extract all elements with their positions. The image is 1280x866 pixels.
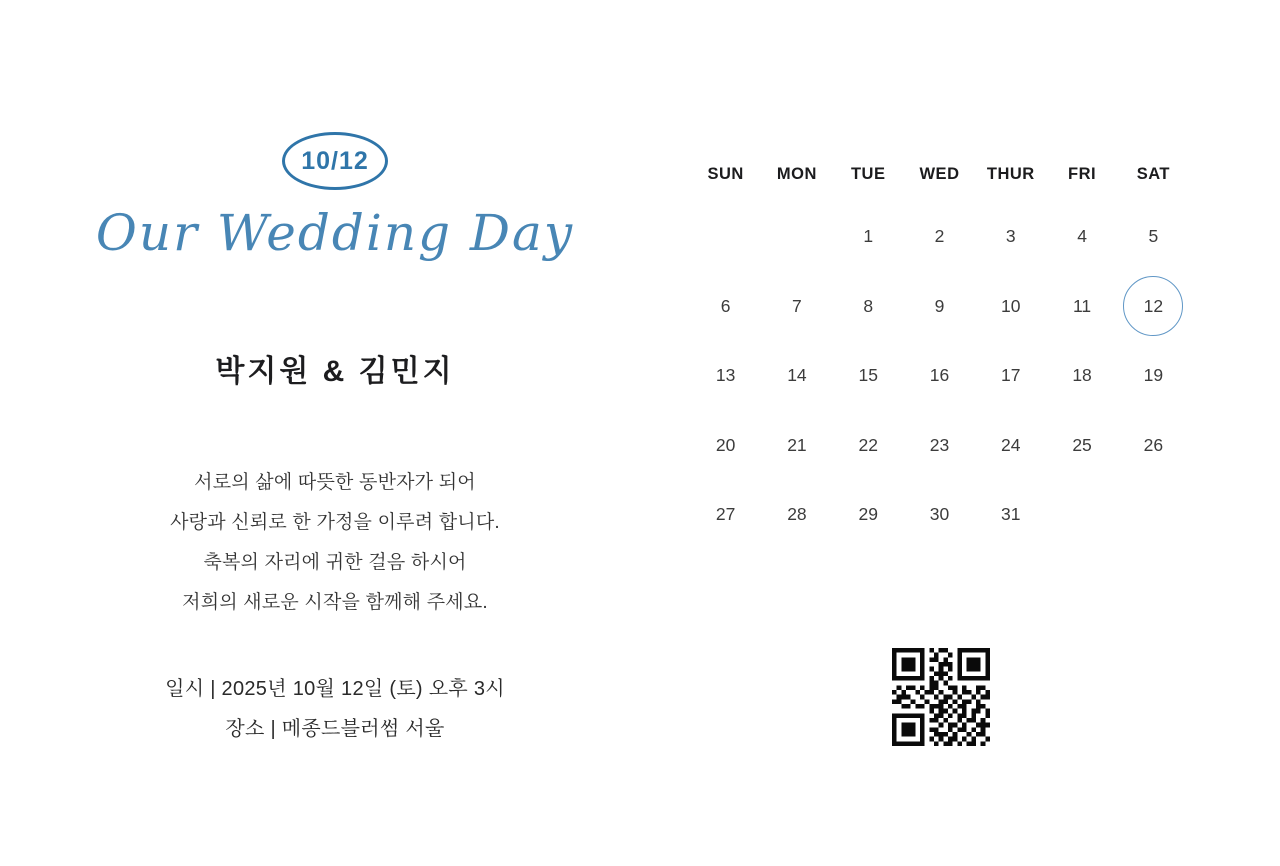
calendar-day xyxy=(1046,341,1117,411)
day-number: 26 xyxy=(1143,434,1164,455)
calendar-day xyxy=(975,202,1046,272)
calendar-day xyxy=(904,272,975,342)
day-number: 24 xyxy=(1001,434,1021,455)
day-number: 5 xyxy=(1148,226,1159,247)
calendar-october xyxy=(690,147,1189,550)
weekday-header: SUN xyxy=(707,165,744,183)
day-number: 11 xyxy=(1072,295,1092,316)
calendar-day xyxy=(1118,202,1189,272)
day-number: 7 xyxy=(792,295,802,316)
highlighted-wedding-day: 12 xyxy=(1123,276,1183,336)
calendar-day xyxy=(1118,272,1189,342)
day-number: 14 xyxy=(787,365,807,386)
calendar-day xyxy=(690,272,761,342)
calendar-day xyxy=(1046,202,1117,272)
calendar-day xyxy=(761,341,832,411)
calendar-day xyxy=(975,341,1046,411)
day-number: 22 xyxy=(858,434,878,455)
weekday-header: THUR xyxy=(986,165,1035,183)
day-number: 23 xyxy=(929,434,950,455)
weekday-header: SAT xyxy=(1136,165,1170,183)
calendar-day xyxy=(975,411,1046,481)
calendar-day xyxy=(1046,272,1117,342)
calendar-day xyxy=(833,480,904,550)
day-number: 31 xyxy=(1001,504,1021,525)
calendar-day xyxy=(1046,411,1117,481)
calendar-day xyxy=(761,411,832,481)
calendar-day xyxy=(904,480,975,550)
page-title: Our Wedding Day xyxy=(95,204,575,262)
qr-code xyxy=(892,648,990,746)
calendar-day xyxy=(761,480,832,550)
weekday-header: MON xyxy=(776,165,817,183)
day-number: 21 xyxy=(787,434,807,455)
message-line: 사랑과 신뢰로 한 가정을 이루려 합니다. xyxy=(170,512,500,533)
calendar-empty-cell xyxy=(690,202,761,272)
calendar-empty-cell xyxy=(1046,480,1117,550)
calendar-day xyxy=(904,411,975,481)
weekday-header: TUE xyxy=(850,165,886,183)
day-number: 10 xyxy=(1001,295,1021,316)
calendar-day xyxy=(833,202,904,272)
calendar-day xyxy=(1118,341,1189,411)
day-number: 17 xyxy=(1001,365,1021,386)
day-number: 15 xyxy=(858,365,878,386)
calendar-day xyxy=(833,411,904,481)
event-details xyxy=(0,669,670,749)
day-number: 19 xyxy=(1143,365,1164,386)
calendar-day xyxy=(690,341,761,411)
calendar-empty-cell xyxy=(761,202,832,272)
day-number: 8 xyxy=(863,295,874,316)
day-number: 20 xyxy=(715,434,736,455)
date-badge-oval xyxy=(282,132,388,190)
calendar-day xyxy=(1118,411,1189,481)
day-number: 29 xyxy=(858,504,878,525)
event-venue: 장소 | 메종드블러썸 서울 xyxy=(225,718,445,740)
event-datetime: 일시 | 2025년 10월 12일 (토) 오후 3시 xyxy=(165,678,505,700)
couple-names: 박지원 & 김민지 xyxy=(215,355,455,388)
day-number: 2 xyxy=(934,226,945,247)
calendar-day xyxy=(833,341,904,411)
day-number: 16 xyxy=(929,365,950,386)
day-number: 13 xyxy=(715,365,736,386)
day-number: 27 xyxy=(715,504,736,525)
calendar-day xyxy=(975,272,1046,342)
day-number: 6 xyxy=(720,295,731,316)
calendar-day xyxy=(761,272,832,342)
message-line: 축복의 자리에 귀한 걸음 하시어 xyxy=(203,552,467,573)
weekday-header: WED xyxy=(919,165,960,183)
calendar-day xyxy=(904,202,975,272)
message-line: 저희의 새로운 시작을 함께해 주세요. xyxy=(182,592,488,613)
day-number: 9 xyxy=(934,295,945,316)
day-number: 25 xyxy=(1072,434,1092,455)
day-number: 3 xyxy=(1005,226,1016,247)
calendar-day xyxy=(975,480,1046,550)
day-number: 30 xyxy=(929,504,950,525)
calendar-day xyxy=(833,272,904,342)
day-number: 4 xyxy=(1077,226,1087,247)
day-number: 1 xyxy=(863,226,874,247)
day-number: 28 xyxy=(787,504,807,525)
calendar-day xyxy=(690,411,761,481)
weekday-header: FRI xyxy=(1068,165,1097,183)
date-badge-label: 10/12 xyxy=(301,146,369,175)
calendar-empty-cell xyxy=(1118,480,1189,550)
invitation-message xyxy=(0,463,670,623)
message-line: 서로의 삶에 따뜻한 동반자가 되어 xyxy=(194,472,476,493)
calendar-grid xyxy=(690,147,1189,550)
day-number: 18 xyxy=(1072,365,1092,386)
calendar-day xyxy=(690,480,761,550)
calendar-day xyxy=(904,341,975,411)
